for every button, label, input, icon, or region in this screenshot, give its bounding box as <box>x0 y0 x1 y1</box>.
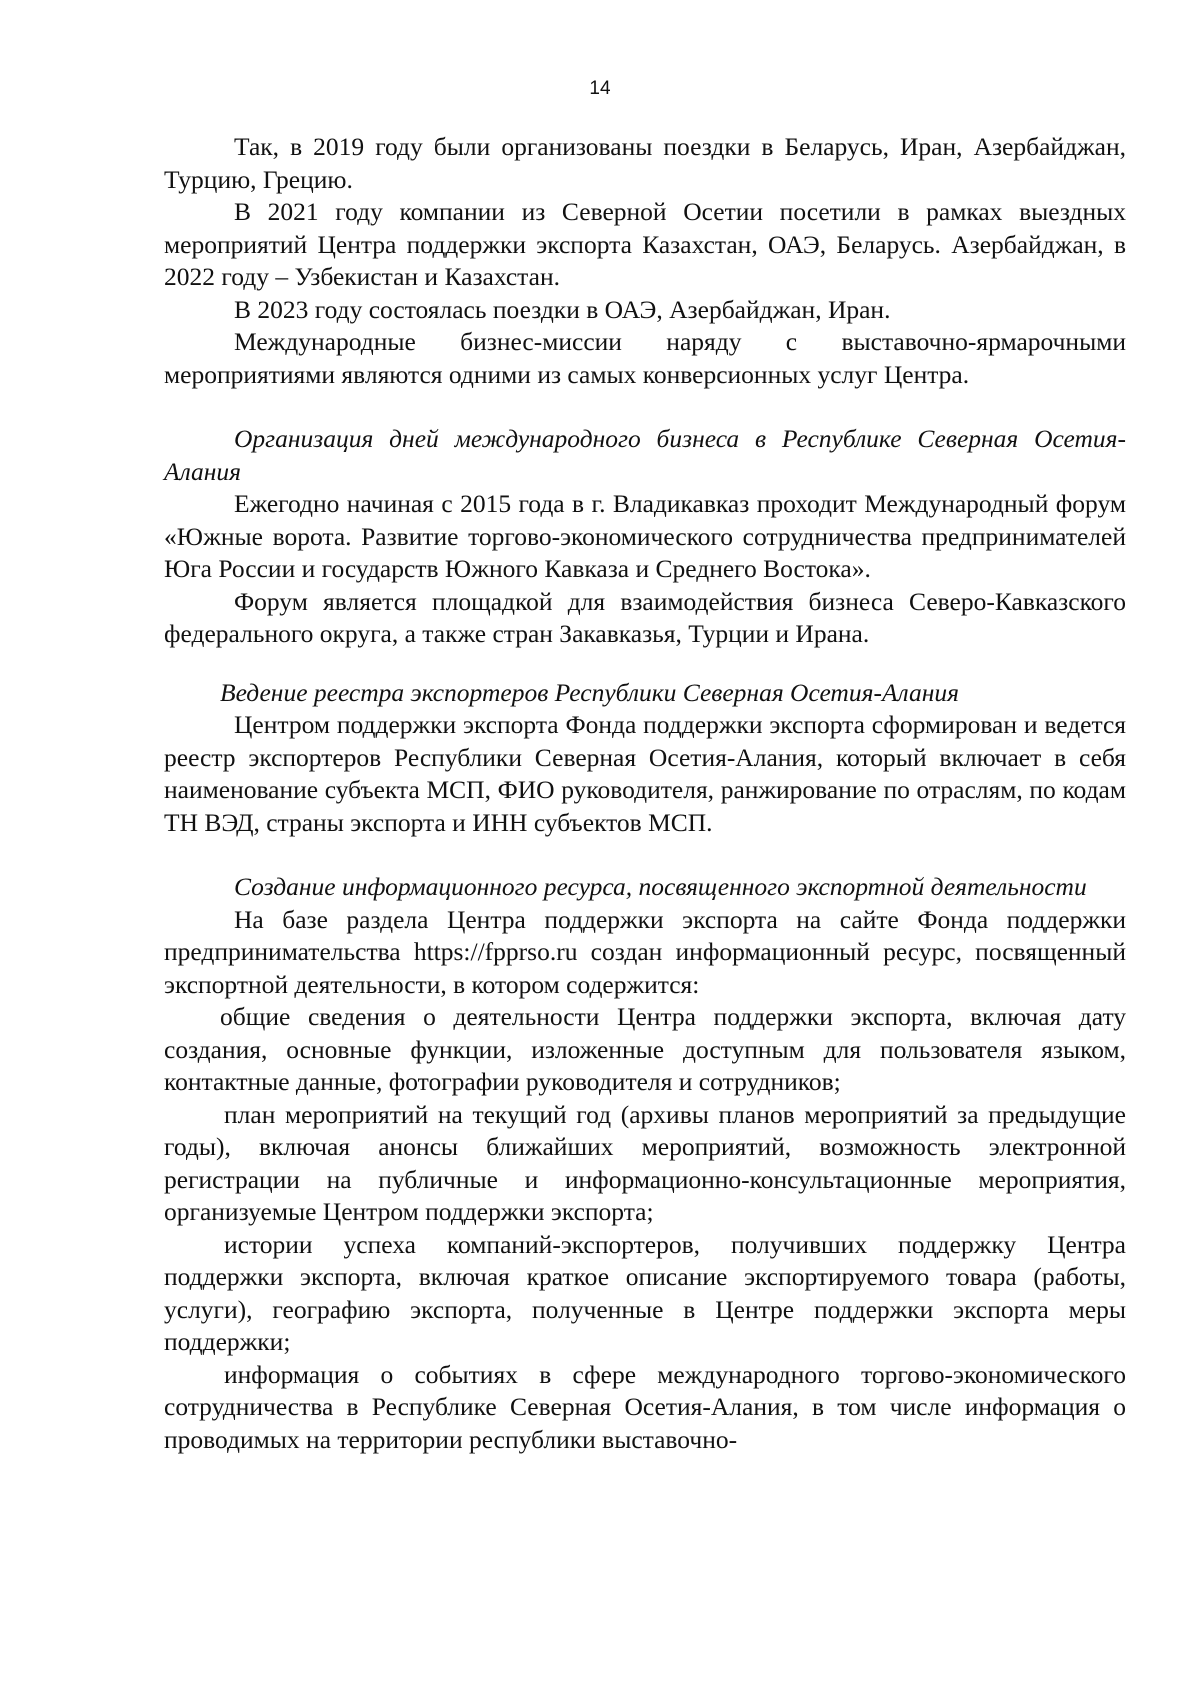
paragraph-trips-2021-2022: В 2021 году компании из Северной Осетии посетили в рамках выездных мероприятий Центра поддержки экспорта Казахстан, ОАЭ, Беларусь. Азербайджан, в 2022 году – Узбекистан и Казахстан. <box>164 197 1126 291</box>
paragraph-exporters-registry: Центром поддержки экспорта Фонда поддержки экспорта сформирован и ведется реестр экспортеров Республики Северная Осетия-Алания, который включает в себя наименование субъекта МСП, ФИО руководителя, ранжирование по отраслям, по кодам ТН ВЭД, страны экспорта и ИНН субъектов МСП. <box>164 710 1126 837</box>
page-number: 14 <box>589 78 611 99</box>
section-heading-info-resource: Создание информационного ресурса, посвященного экспортной деятельности <box>234 872 1087 901</box>
paragraph-business-missions: Международные бизнес-миссии наряду с выставочно-ярмарочными мероприятиями являются одними из самых конверсионных услуг Центра. <box>164 327 1126 389</box>
list-item-general-info: общие сведения о деятельности Центра поддержки экспорта, включая дату создания, основные функции, изложенные доступным для пользователя языком, контактные данные, фотографии руководителя и сотрудников; <box>164 1002 1126 1096</box>
paragraph-trips-2023: В 2023 году состоялась поездки в ОАЭ, Азербайджан, Иран. <box>234 294 891 324</box>
list-item-trade-events: информация о событиях в сфере международного торгово-экономического сотрудничества в Республике Северная Осетия-Алания, в том числе информация о проводимых на территории республики выставочно- <box>164 1359 1126 1454</box>
list-item-events-plan: план мероприятий на текущий год (архивы планов мероприятий за предыдущие годы), включая анонсы ближайших мероприятий, возможность электронной регистрации на публичные и информационно-консультационные мероприятия, организуемые Центром поддержки экспорта; <box>164 1099 1126 1226</box>
section-spacer <box>164 391 1126 423</box>
section-spacer <box>164 651 1126 677</box>
section-heading-business-days: Организация дней международного бизнеса в Республике Северная Осетия-Алания <box>164 424 1126 486</box>
list-item-success-stories: истории успеха компаний-экспортеров, получивших поддержку Центра поддержки экспорта, включая краткое описание экспортируемого товара (работы, услуги), географию экспорта, полученные в Центре поддержки экспорта меры поддержки; <box>164 1229 1126 1356</box>
section-heading-exporters-registry: Ведение реестра экспортеров Республики Северная Осетия-Алания <box>220 677 959 707</box>
paragraph-info-resource: На базе раздела Центра поддержки экспорта на сайте Фонда поддержки предпринимательства https://fpprso.ru создан информационный ресурс, посвященный экспортной деятельности, в котором содержится: <box>164 904 1126 999</box>
paragraph-forum-south-gates: Ежегодно начиная с 2015 года в г. Владикавказ проходит Международный форум «Южные ворота. Развитие торгово-экономического сотрудничества предпринимателей Юга России и государств Южного Кавказа и Среднего Востока». <box>164 489 1126 583</box>
section-spacer <box>164 839 1126 871</box>
document-body <box>164 131 1126 1456</box>
paragraph-trips-2019: Так, в 2019 году были организованы поездки в Беларусь, Иран, Азербайджан, Турцию, Грецию. <box>164 132 1126 194</box>
paragraph-forum-platform: Форум является площадкой для взаимодействия бизнеса Северо-Кавказского федерального округа, а также стран Закавказья, Турции и Ирана. <box>164 586 1126 648</box>
